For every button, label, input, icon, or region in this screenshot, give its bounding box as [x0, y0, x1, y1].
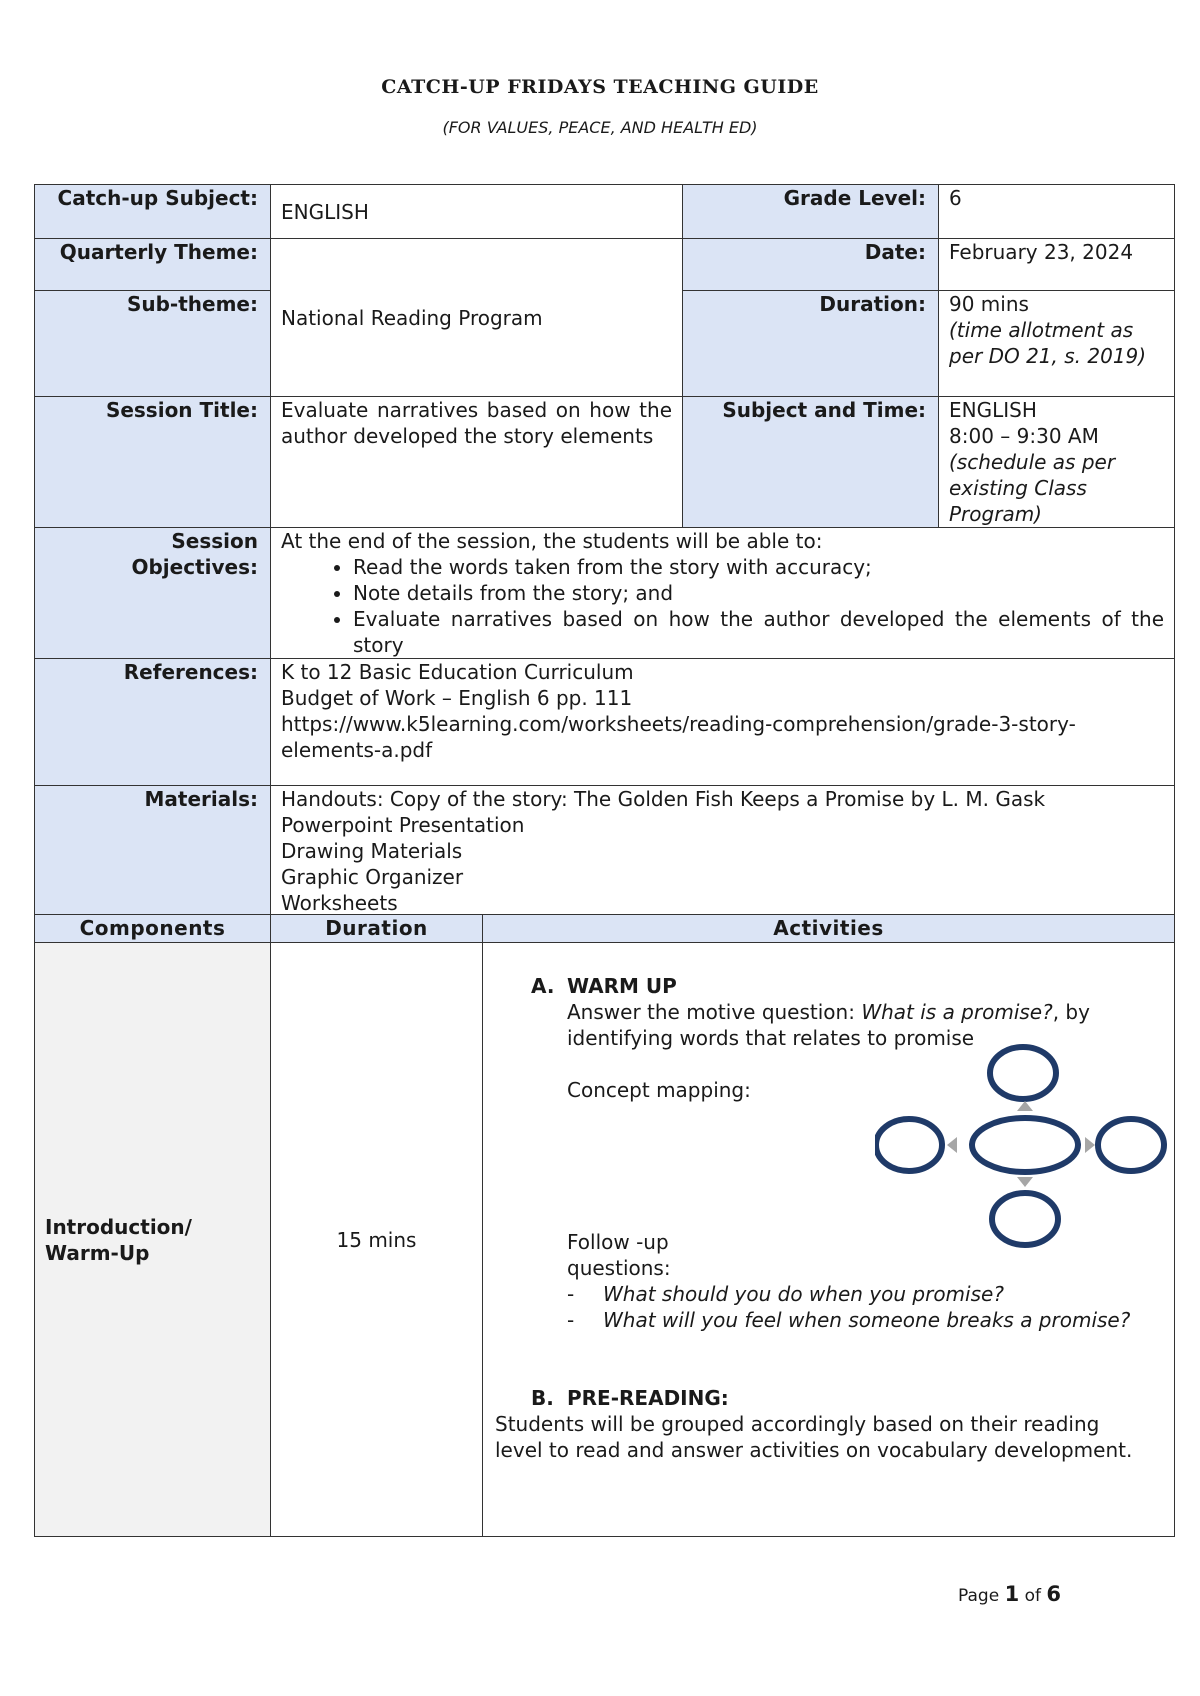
page-title: CATCH-UP FRIDAYS TEACHING GUIDE — [381, 76, 819, 98]
subject-time-cell — [939, 397, 1175, 528]
page-footer — [958, 1582, 1061, 1606]
quarterly-theme-label: Quarterly Theme: — [35, 239, 271, 291]
materials-cell — [271, 786, 1175, 917]
duration-value: 90 mins — [949, 292, 1029, 316]
reference-item: Budget of Work – English 6 pp. 111 — [281, 686, 633, 710]
session-title-value: Evaluate narratives based on how the author developed the story elements — [271, 397, 683, 528]
concept-map-right-node — [1098, 1119, 1164, 1171]
warmup-text-before: Answer the motive question: — [567, 1000, 862, 1024]
page-number: 1 — [1004, 1582, 1020, 1606]
arrow-up-icon — [1017, 1101, 1033, 1111]
page-subtitle: (FOR VALUES, PEACE, AND HEALTH ED) — [442, 118, 758, 137]
subject-time-time: 8:00 – 9:30 AM — [949, 424, 1099, 448]
duration-label: Duration: — [683, 291, 939, 397]
reference-item: K to 12 Basic Education Curriculum — [281, 660, 634, 684]
of-word: of — [1024, 1586, 1041, 1606]
warmup-title: WARM UP — [567, 974, 677, 998]
arrow-right-icon — [1085, 1137, 1095, 1153]
activities-cell — [483, 943, 1175, 1537]
objective-item: • Read the words taken from the story with accuracy; — [353, 554, 1164, 580]
followup-question: - What should you do when you promise? — [567, 1281, 1147, 1307]
material-item: Powerpoint Presentation — [281, 813, 525, 837]
grade-level-label: Grade Level: — [683, 185, 939, 239]
warmup-heading — [531, 973, 1151, 999]
followup-question: - What will you feel when someone breaks a promise? — [567, 1307, 1147, 1333]
objective-item: • Evaluate narratives based on how the author developed the elements of the story — [353, 606, 1164, 658]
activities-table — [34, 914, 1175, 1537]
arrow-down-icon — [1017, 1177, 1033, 1187]
concept-map-center-node — [972, 1118, 1078, 1172]
warmup-text-after: , by identifying words that relates to promise — [567, 1000, 1090, 1050]
duration-cell — [939, 291, 1175, 397]
concept-map-left-node — [876, 1119, 942, 1171]
objectives-label: Session Objectives: — [35, 528, 271, 659]
material-item: Worksheets — [281, 891, 398, 915]
concept-map-top-node — [990, 1047, 1056, 1099]
grade-level-value: 6 — [939, 185, 1175, 239]
theme-value: National Reading Program — [271, 239, 683, 397]
objectives-cell — [271, 528, 1175, 659]
prereading-heading — [531, 1385, 729, 1411]
objective-item: • Note details from the story; and — [353, 580, 1164, 606]
component-cell: Introduction/ Warm-Up — [35, 943, 271, 1537]
info-table — [34, 184, 1175, 917]
objectives-list — [281, 554, 1164, 658]
catchup-subject-label: Catch-up Subject: — [35, 185, 271, 239]
arrow-left-icon — [947, 1137, 957, 1153]
warmup-question: What is a promise? — [861, 1000, 1053, 1024]
total-pages: 6 — [1046, 1582, 1062, 1606]
header-components: Components — [35, 915, 271, 943]
prereading-text: Students will be grouped accordingly based on their reading level to read and answer activities on vocabulary development. — [495, 1412, 1133, 1462]
materials-label: Materials: — [35, 786, 271, 917]
objectives-intro: At the end of the session, the students will be able to: — [281, 529, 823, 553]
duration-note: (time allotment as per DO 21, s. 2019) — [949, 318, 1147, 368]
reference-link[interactable]: https://www.k5learning.com/worksheets/reading-comprehension/grade-3-story-elements-a.pdf — [281, 712, 1076, 762]
page-word: Page — [958, 1586, 1000, 1606]
followup-list — [567, 1281, 1147, 1333]
followup-section — [567, 1229, 1147, 1333]
subject-time-subject: ENGLISH — [949, 398, 1037, 422]
subtheme-label: Sub-theme: — [35, 291, 271, 397]
concept-map-diagram — [875, 1041, 1167, 1251]
material-item: Graphic Organizer — [281, 865, 464, 889]
subject-time-note: (schedule as per existing Class Program) — [949, 450, 1116, 526]
references-cell — [271, 659, 1175, 786]
references-label: References: — [35, 659, 271, 786]
subject-time-label: Subject and Time: — [683, 397, 939, 528]
header-duration: Duration — [271, 915, 483, 943]
followup-label: Follow -up questions: — [567, 1230, 671, 1280]
session-title-label: Session Title: — [35, 397, 271, 528]
material-item: Drawing Materials — [281, 839, 463, 863]
date-label: Date: — [683, 239, 939, 291]
prereading-marker: B. — [531, 1386, 554, 1410]
header-activities: Activities — [483, 915, 1175, 943]
catchup-subject-value: ENGLISH — [271, 185, 683, 239]
warmup-marker: A. — [531, 974, 555, 998]
prereading-title: PRE-READING: — [567, 1386, 729, 1410]
material-item: Handouts: Copy of the story: The Golden Fish Keeps a Promise by L. M. Gask — [281, 787, 1046, 811]
date-value: February 23, 2024 — [939, 239, 1175, 291]
concept-mapping-label: Concept mapping: — [567, 1078, 751, 1102]
duration-cell-15: 15 mins — [271, 943, 483, 1537]
